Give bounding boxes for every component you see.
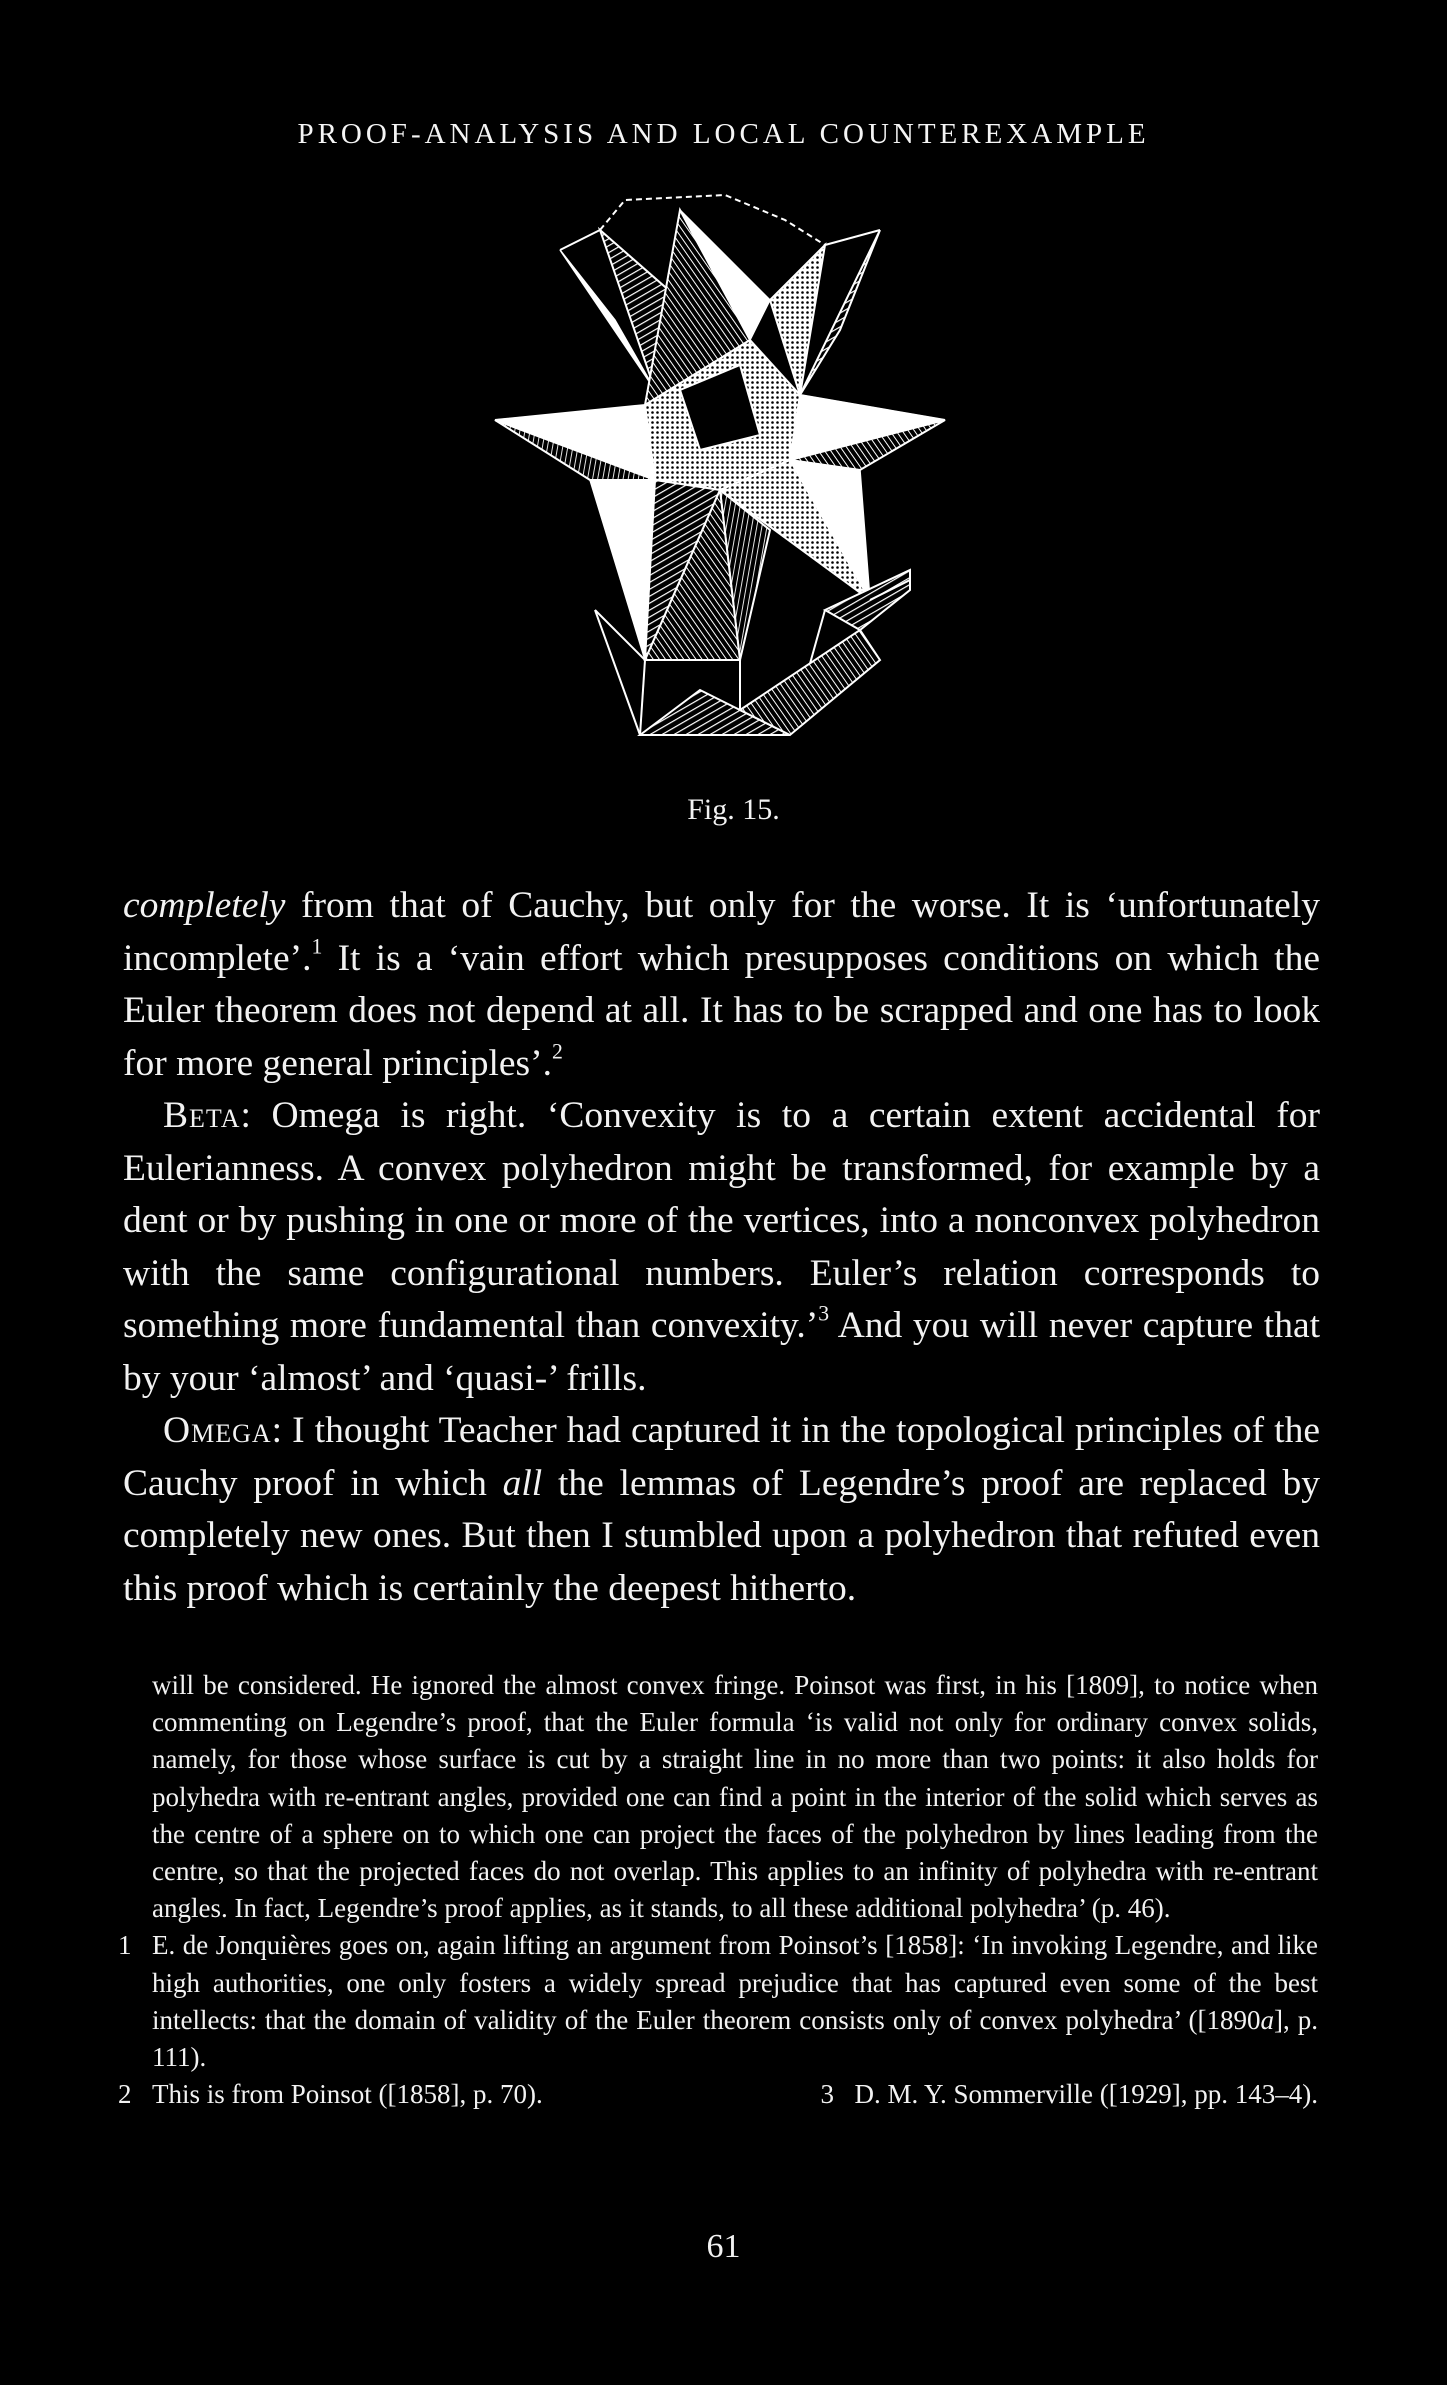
footnotes-2-3 (118, 2076, 1318, 2113)
footnote-3 (820, 2076, 1318, 2113)
main-text (123, 880, 1320, 1615)
polyhedron-figure (440, 190, 1000, 770)
text-run: : Omega is right. ‘Convexity is to a certain extent accidental for Eulerianness. A convex polyhedron might be transformed, for example by a dent or by pushing in one or more of the vertices, into a nonconvex polyhedron with the same configurational numbers. Euler’s relation corresponds to something more fundamental than convexity.’ (123, 1095, 1320, 1346)
star-polyhedron-illustration (440, 190, 1000, 770)
text-run: from that of Cauchy, but only for the worse. It is ‘unfortunately incomplete’. (123, 885, 1320, 979)
omega-paragraph (123, 1405, 1320, 1615)
page-number: 61 (706, 2228, 741, 2265)
footnote-number: 2 (118, 2079, 132, 2110)
footnote-ref-3: 3 (818, 1301, 830, 1326)
italic-word: completely (123, 885, 286, 926)
running-head: PROOF-ANALYSIS AND LOCAL COUNTEREXAMPLE (297, 118, 1150, 150)
footnote-number: 3 (820, 2079, 835, 2110)
text-run: This is from Poinsot ([1858], p. 70). (152, 2079, 543, 2110)
footnote-number: 1 (118, 1930, 132, 1961)
italic-word: all (502, 1462, 543, 1504)
footnote-continuation: will be considered. He ignored the almost convex fringe. Poinsot was first, in his [1809], to notice when commenting on Legendre’s proof, that the Euler formula ‘is valid not only for ordinary convex solids, namely, for those whose surface is cut by a straight line in no more than two points: it also holds for polyhedra with re-entrant angles, provided one can find a point in the interior of the solid which serves as the centre of a sphere on to which one can project the faces of the polyhedron by lines leading from the centre, so that the projected faces do not overlap. This applies to an infinity of polyhedra with re-entrant angles. In fact, Legendre’s proof applies, as it stands, to all these additional polyhedra’ (p. 46). (152, 1670, 1318, 1924)
figure-caption: Fig. 15. (687, 793, 780, 826)
text-run: And you will never capture that by your ‘almost’ and ‘quasi-’ frills. (123, 1305, 1321, 1399)
footnote-2 (118, 2076, 543, 2113)
speaker-beta: Beta (163, 1095, 241, 1136)
text-run: It is a ‘vain effort which presupposes conditions on which the Euler theorem does not depend at all. It has to be scrapped and one has to look for more general principles’. (123, 937, 1320, 1084)
footnote-ref-1: 1 (311, 934, 323, 959)
text-run: : I thought Teacher had captured it in the topological principles of the Cauchy proof in which (123, 1410, 1320, 1504)
text-run: ], p. 111). (152, 2004, 1318, 2073)
text-run: the lemmas of Legendre’s proof are replaced by completely new ones. But then I stumbled upon a polyhedron that refuted even this proof which is certainly the deepest hitherto. (123, 1462, 1320, 1609)
speaker-omega: Omega (163, 1410, 272, 1451)
italic-letter: a (1260, 2004, 1274, 2035)
text-run: D. M. Y. Sommerville ([1929], pp. 143–4). (854, 2079, 1318, 2110)
footnote-1 (118, 1927, 1318, 2076)
beta-paragraph (123, 1090, 1320, 1405)
text-run: E. de Jonquières goes on, again lifting an argument from Poinsot’s [1858]: ‘In invoking Legendre, and like high authorities, one only fosters a widely spread prejudice that has captured even some of the best intellects: that the domain of validity of the Euler theorem consists only of convex polyhedra’ ([1890 (152, 1930, 1318, 2035)
paragraph-1 (123, 880, 1320, 1090)
footnotes (118, 1667, 1318, 2113)
footnote-ref-2: 2 (551, 1039, 563, 1064)
